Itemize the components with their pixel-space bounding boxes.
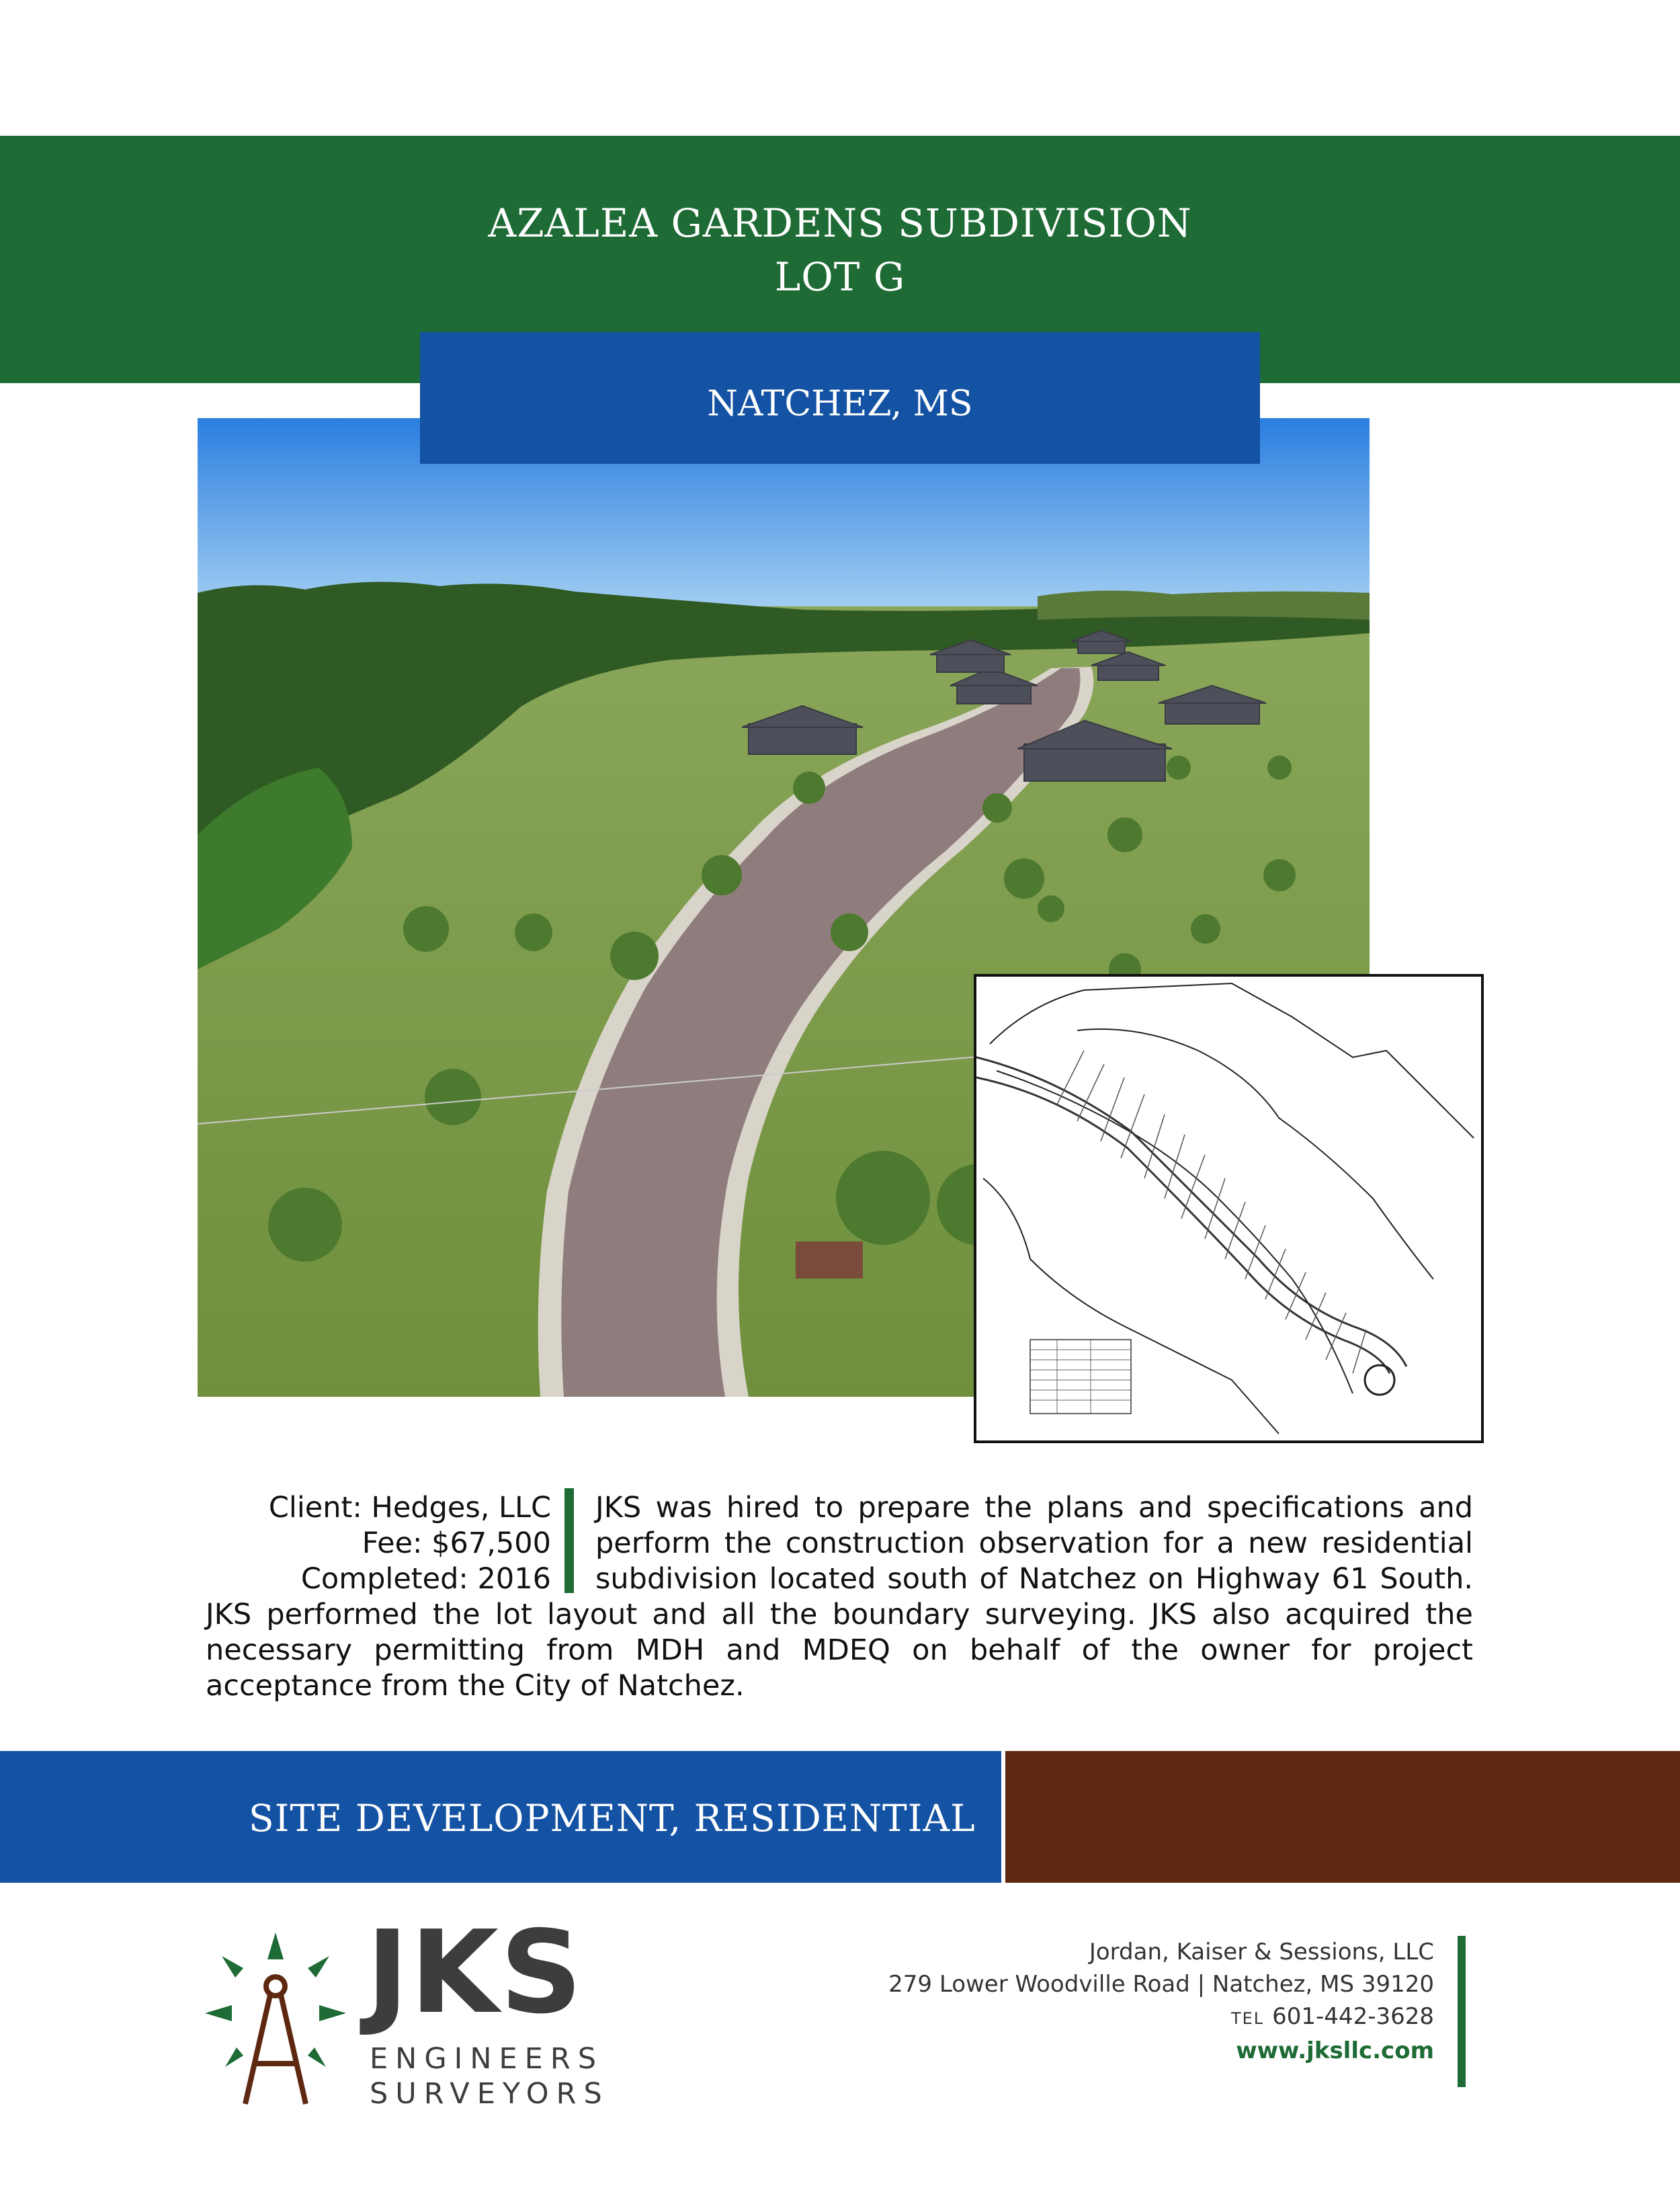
completed-label: Completed: 2016 [300,1562,551,1596]
contact-divider [1458,1936,1466,2087]
title-line-1: AZALEA GARDENS SUBDIVISION [488,200,1192,246]
company-phone: 601-442-3628 [1272,2003,1434,2030]
accent-band [1005,1751,1680,1883]
project-description-block [206,1490,1473,1704]
logo-wordmark: JKS [366,1906,584,2039]
contact-block [762,1936,1434,2067]
location-label: NATCHEZ, MS [707,384,973,424]
fee-label: Fee: $67,500 [362,1527,551,1560]
title-line-2: LOT G [774,254,906,300]
project-category: SITE DEVELOPMENT, RESIDENTIAL [249,1797,976,1840]
meta-spacer [206,1490,595,1597]
tel-label: TEL [1230,2009,1265,2028]
subdivision-plat-map [974,974,1484,1443]
page-title [0,196,1680,304]
company-name: Jordan, Kaiser & Sessions, LLC [1089,1939,1434,1965]
company-phone-row [762,2000,1434,2035]
project-description: JKS was hired to prepare the plans and specifications and perform the construction observation for a new residential subdivision located south of Natchez on Highway 61 South. JKS performed the lot layout and all the boundary surveying. JKS also acquired the necessary permitting from MDH and MDEQ on behalf of the owner for project acceptance from the City of Natchez. [206,1491,1473,1703]
logo-engineers: ENGINEERS [370,2042,604,2076]
client-label: Client: Hedges, LLC [268,1491,551,1524]
company-website[interactable]: www.jksllc.com [1236,2037,1434,2064]
logo-surveyors: SURVEYORS [370,2077,610,2111]
company-address: 279 Lower Woodville Road | Natchez, MS 39120 [888,1971,1434,1998]
compass-logo-icon [202,1929,349,2111]
